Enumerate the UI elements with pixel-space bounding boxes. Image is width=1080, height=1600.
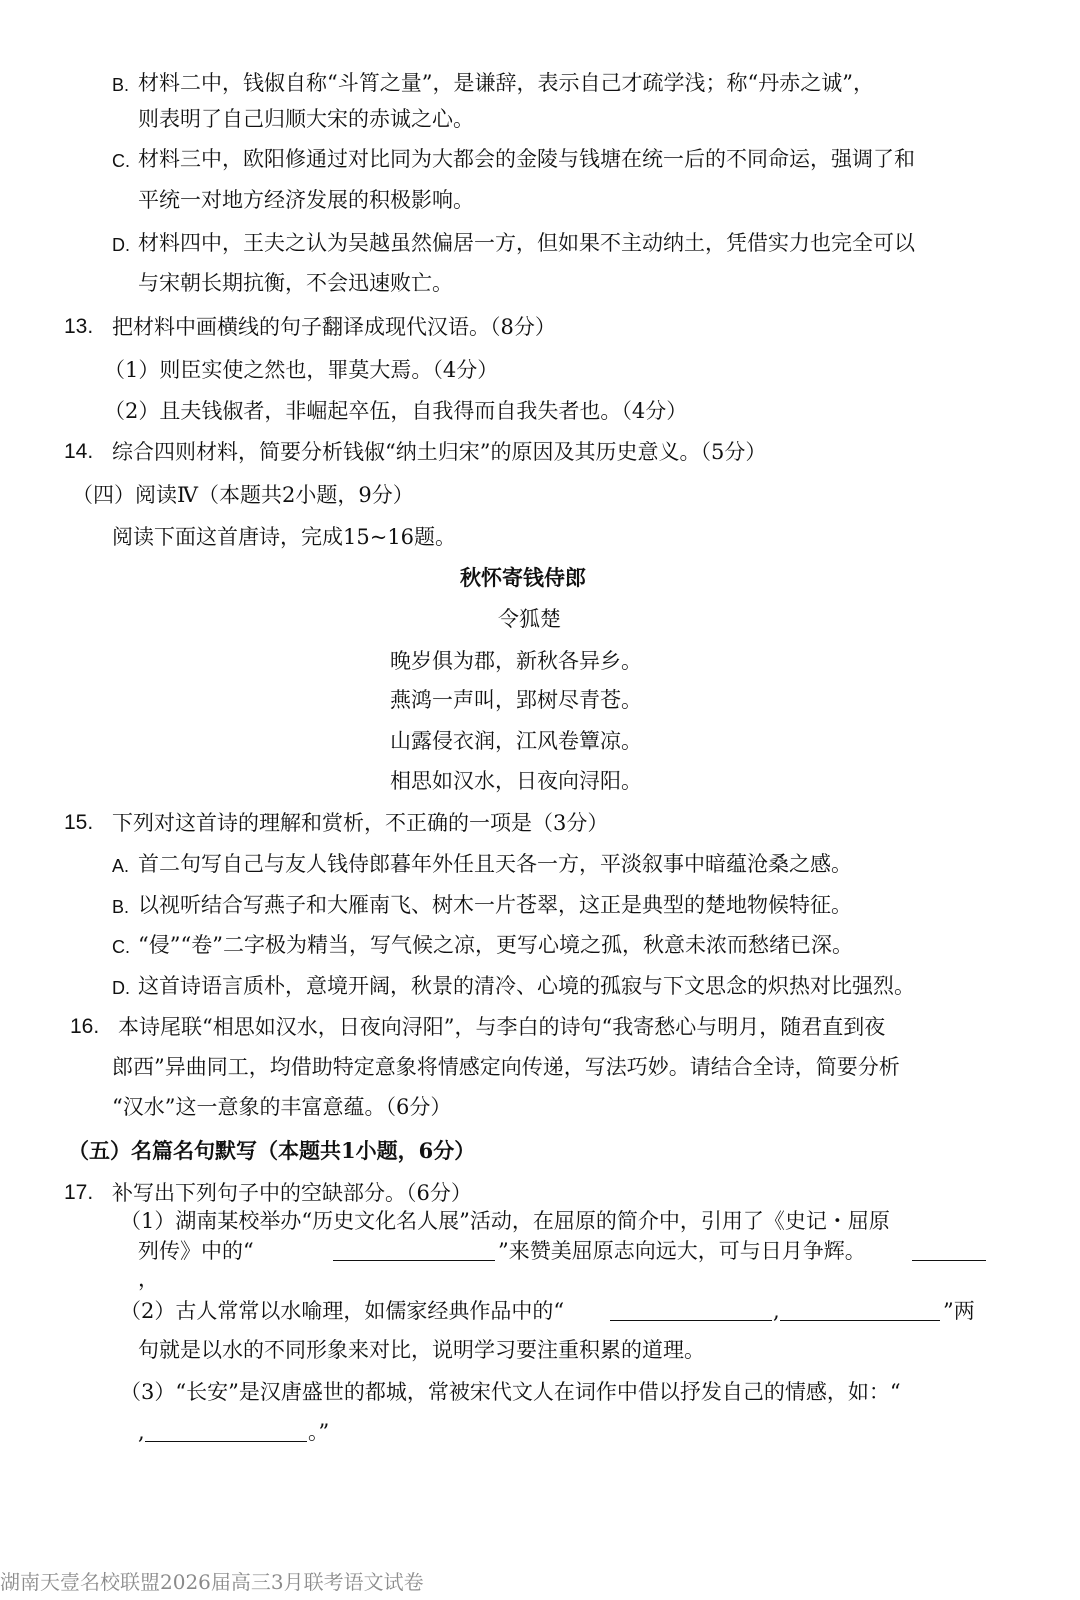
question-stem: 把材料中画横线的句子翻译成现代汉语。（8分） [112, 315, 556, 339]
answer-blank[interactable] [912, 1238, 986, 1261]
option-label: D. [112, 235, 130, 255]
poem-line: 山露侵衣润，江风卷簟凉。 [390, 729, 642, 753]
question-number: 16. [70, 1015, 100, 1038]
sub-item: （2）且夫钱俶者，非崛起卒伍，自我得而自我失者也。（4分） [104, 399, 688, 423]
blank-comma: , [773, 1299, 780, 1323]
option-label: B. [112, 897, 130, 917]
section-heading: （四）阅读Ⅳ（本题共2小题，9分） [72, 483, 414, 507]
sub-item-pre: （2）古人常常以水喻理，如儒家经典作品中的“ [120, 1299, 565, 1323]
question-text: 本诗尾联“相思如汉水，日夜向浔阳”，与李白的诗句“我寄愁心与明月，随君直到夜 [118, 1015, 886, 1039]
option-label: B. [112, 75, 130, 95]
option-text: 则表明了自己归顺大宋的赤诚之心。 [138, 107, 474, 131]
question-stem: 综合四则材料，简要分析钱俶“纳土归宋”的原因及其历史意义。（5分） [112, 440, 767, 464]
answer-blank[interactable] [333, 1238, 495, 1261]
poem-line: 相思如汉水，日夜向浔阳。 [390, 769, 642, 793]
question-number: 17. [64, 1181, 94, 1204]
answer-blank[interactable] [780, 1298, 940, 1321]
option-label: C. [112, 151, 130, 171]
option-text: 与宋朝长期抗衡，不会迅速败亡。 [138, 271, 453, 295]
question-number: 13. [64, 315, 94, 338]
sub-item-post: ”两 [943, 1299, 975, 1323]
option-text: 首二句写自己与友人钱侍郎暮年外任且天各一方，平淡叙事中暗蕴沧桑之感。 [138, 852, 852, 876]
answer-blank[interactable] [145, 1419, 307, 1442]
sub-item: （1）则臣实使之然也，罪莫大焉。（4分） [104, 358, 499, 382]
option-text: “侵”“卷”二字极为精当，写气候之凉，更写心境之孤，秋意未浓而愁绪已深。 [138, 933, 853, 957]
option-label: D. [112, 978, 130, 998]
question-stem: 下列对这首诗的理解和赏析，不正确的一项是（3分） [112, 811, 609, 835]
poem-line: 晚岁俱为郡，新秋各异乡。 [390, 649, 642, 673]
poem-title: 秋怀寄钱侍郎 [460, 565, 586, 590]
question-text: 郎西”异曲同工，均借助特定意象将情感定向传递，写法巧妙。请结合全诗，简要分析 [112, 1055, 900, 1079]
question-text: “汉水”这一意象的丰富意蕴。（6分） [112, 1095, 452, 1119]
option-text: 材料四中，王夫之认为吴越虽然偏居一方，但如果不主动纳土，凭借实力也完全可以 [138, 231, 915, 255]
option-text: 材料三中，欧阳修通过对比同为大都会的金陵与钱塘在统一后的不同命运，强调了和 [138, 147, 915, 171]
sub-item-post: 。” [308, 1420, 330, 1444]
question-number: 15. [64, 811, 94, 834]
option-text: 材料二中，钱俶自称“斗筲之量”，是谦辞，表示自己才疏学浅；称“丹赤之诚”， [138, 71, 874, 95]
option-label: C. [112, 937, 130, 957]
section-instruction: 阅读下面这首唐诗，完成15~16题。 [112, 525, 457, 549]
sub-item-pre: 列传》中的“ [138, 1239, 254, 1263]
poem-line: 燕鸿一声叫，郢树尽青苍。 [390, 688, 642, 712]
question-number: 14. [64, 440, 94, 463]
sub-item: 句就是以水的不同形象来对比，说明学习要注重积累的道理。 [138, 1338, 705, 1362]
answer-blank[interactable] [610, 1298, 772, 1321]
option-text: 平统一对地方经济发展的积极影响。 [138, 188, 474, 212]
sub-item: （3）“长安”是汉唐盛世的都城，常被宋代文人在词作中借以抒发自己的情感，如：“ [120, 1380, 901, 1404]
blank-comma: , [138, 1420, 145, 1444]
option-label: A. [112, 856, 130, 876]
sub-item: （1）湖南某校举办“历史文化名人展”活动，在屈原的简介中，引用了《史记・屈原 [120, 1209, 890, 1233]
question-stem: 补写出下列句子中的空缺部分。（6分） [112, 1181, 472, 1205]
sub-item-post: ”来赞美屈原志向远大，可与日月争辉。 [498, 1239, 866, 1263]
section-heading: （五）名篇名句默写（本题共1小题，6分） [68, 1138, 476, 1163]
option-text: 以视听结合写燕子和大雁南飞、树木一片苍翠，这正是典型的楚地物候特征。 [138, 893, 852, 917]
blank-comma: ， [138, 1267, 159, 1291]
poem-author: 令狐楚 [498, 607, 561, 631]
option-text: 这首诗语言质朴，意境开阔，秋景的清冷、心境的孤寂与下文思念的炽热对比强烈。 [138, 974, 915, 998]
page-footer: 湖南天壹名校联盟2026届高三3月联考语文试卷 [0, 1570, 424, 1594]
